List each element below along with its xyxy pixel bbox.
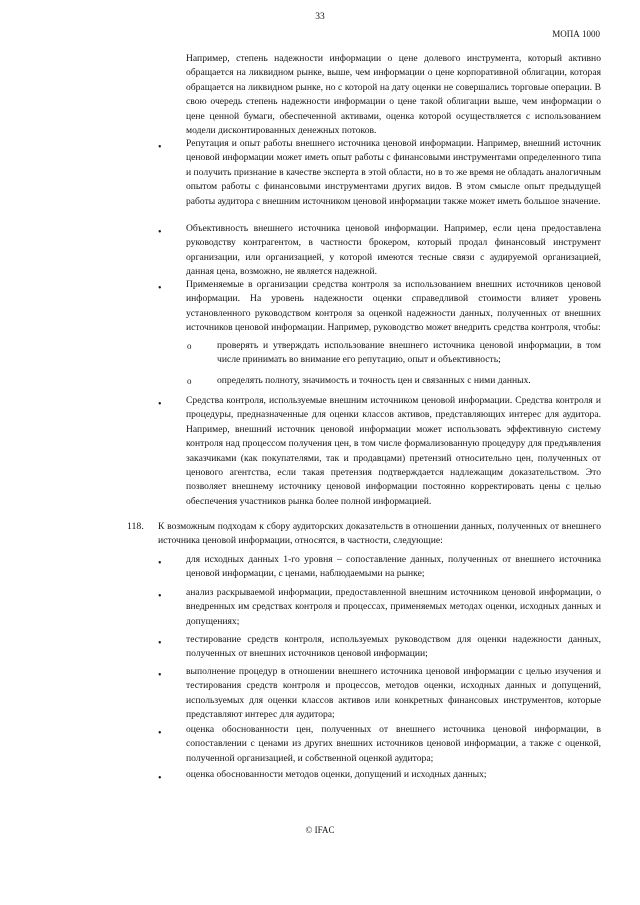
copyright-footer: © IFAC [305, 825, 335, 835]
section-number: 118. [127, 521, 144, 532]
bullet-icon: • [158, 558, 162, 569]
intro-paragraph: Например, степень надежности информации о цене долевого инструмента, который активно обращается на ликвидном рынке, выше, чем информации о цене корпоративной облигации, которая обращается на ликвидном рынке, но с которой на дату оценки не совершались торговые операции. В свою очередь степень надежности информации о цене такой облигации выше, чем информации о цене ценной бумаги, обеспеченной активами, оценка которой осуществляется с использованием модели дисконтированных денежных потоков. [186, 53, 601, 137]
bullet-icon: • [158, 773, 162, 784]
sub-bullet-icon: o [187, 376, 192, 386]
page-number: 33 [315, 12, 325, 22]
document-code: МОПА 1000 [552, 29, 600, 39]
bullet-icon: • [158, 728, 162, 739]
sub-bullet-icon: o [187, 341, 192, 351]
bullet-item: Применяемые в организации средства контроля за использованием внешних источников ценовой информации. На уровень надежности оценки справедливой стоимости влияет уровень установленного руководством контроля за оценкой надежности данных, полученных от внешних источников ценовой информации. Например, руководство может внедрить средства контроля, чтобы: [186, 279, 601, 334]
section-intro: К возможным подходам к сбору аудиторских доказательств в отношении данных, полученных от внешнего источника ценовой информации, относятся, в частности, следующие: [158, 521, 601, 547]
bullet-item: Средства контроля, используемые внешним источником ценовой информации. Средства контроля и процедуры, предназначенные для оценки классов активов, представляющих интерес для аудитора. Например, внешний источник ценовой информации может использовать эффективную систему контроля над процессом получения цен, в том числе формализованную процедуру для предъявления заказчиками (как покупателями, так и продавцами) претензий относительно цен, полученных от ценового агентства, если такая претензия подтверждается надлежащим доказательством. Это позволяет внешнему источнику ценовой информации постоянно корректировать цены с целью обеспечения участников рынка более полной информацией. [186, 395, 601, 507]
bullet-icon: • [158, 227, 162, 238]
section-list-item: выполнение процедур в отношении внешнего источника ценовой информации с целью изучения и тестирования средств контроля и процессов, методов оценки, исходных данных и допущений, используемых для оценки классов активов или конкретных финансовых инструментов, которые представляют интерес для аудитора; [186, 666, 601, 721]
bullet-icon: • [158, 591, 162, 602]
bullet-icon: • [158, 638, 162, 649]
section-list-item: для исходных данных 1-го уровня – сопоставление данных, полученных от внешнего источника ценовой информации, с ценами, наблюдаемыми на рынке; [186, 554, 601, 580]
bullet-item: Объективность внешнего источника ценовой информации. Например, если цена предоставлена руководству контрагентом, в частности брокером, который продал финансовый инструмент организации, или организацией, у которой имеются тесные связи с аудируемой организацией, данная цена, возможно, не является надежной. [186, 223, 601, 278]
sub-bullet-item: проверять и утверждать использование внешнего источника ценовой информации, в том числе принимать во внимание его репутацию, опыт и объективность; [217, 340, 601, 366]
bullet-icon: • [158, 670, 162, 681]
section-list-item: анализ раскрываемой информации, предоставленной внешним источником ценовой информации, о внедренных им средствах контроля и процессах, применяемых методах оценки, исходных данных и допущениях; [186, 587, 601, 627]
bullet-item: Репутация и опыт работы внешнего источника ценовой информации. Например, внешний источник ценовой информации может иметь опыт работы с финансовыми инструментами определенного типа и получить признание в качестве эксперта в этой области, но в то же время не обладать аналогичным опытом работы с финансовыми инструментами других видов. В этом смысле опыт предыдущей работы аудитора с внешним источником ценовой информации также может иметь большое значение. [186, 138, 601, 207]
sub-bullet-item: определять полноту, значимость и точность цен и связанных с ними данных. [217, 375, 531, 386]
section-list-item: тестирование средств контроля, используемых руководством для оценки надежности данных, полученных от внешних источников ценовой информации; [186, 634, 601, 660]
section-list-item: оценка обоснованности методов оценки, допущений и исходных данных; [186, 769, 487, 780]
bullet-icon: • [158, 399, 162, 410]
bullet-icon: • [158, 142, 162, 153]
bullet-icon: • [158, 283, 162, 294]
section-list-item: оценка обоснованности цен, полученных от внешнего источника ценовой информации, в сопоставлении с ценами из других внешних источников ценовой информации, а также с оценкой, полученной организацией, и собственной оценкой аудитора; [186, 724, 601, 764]
